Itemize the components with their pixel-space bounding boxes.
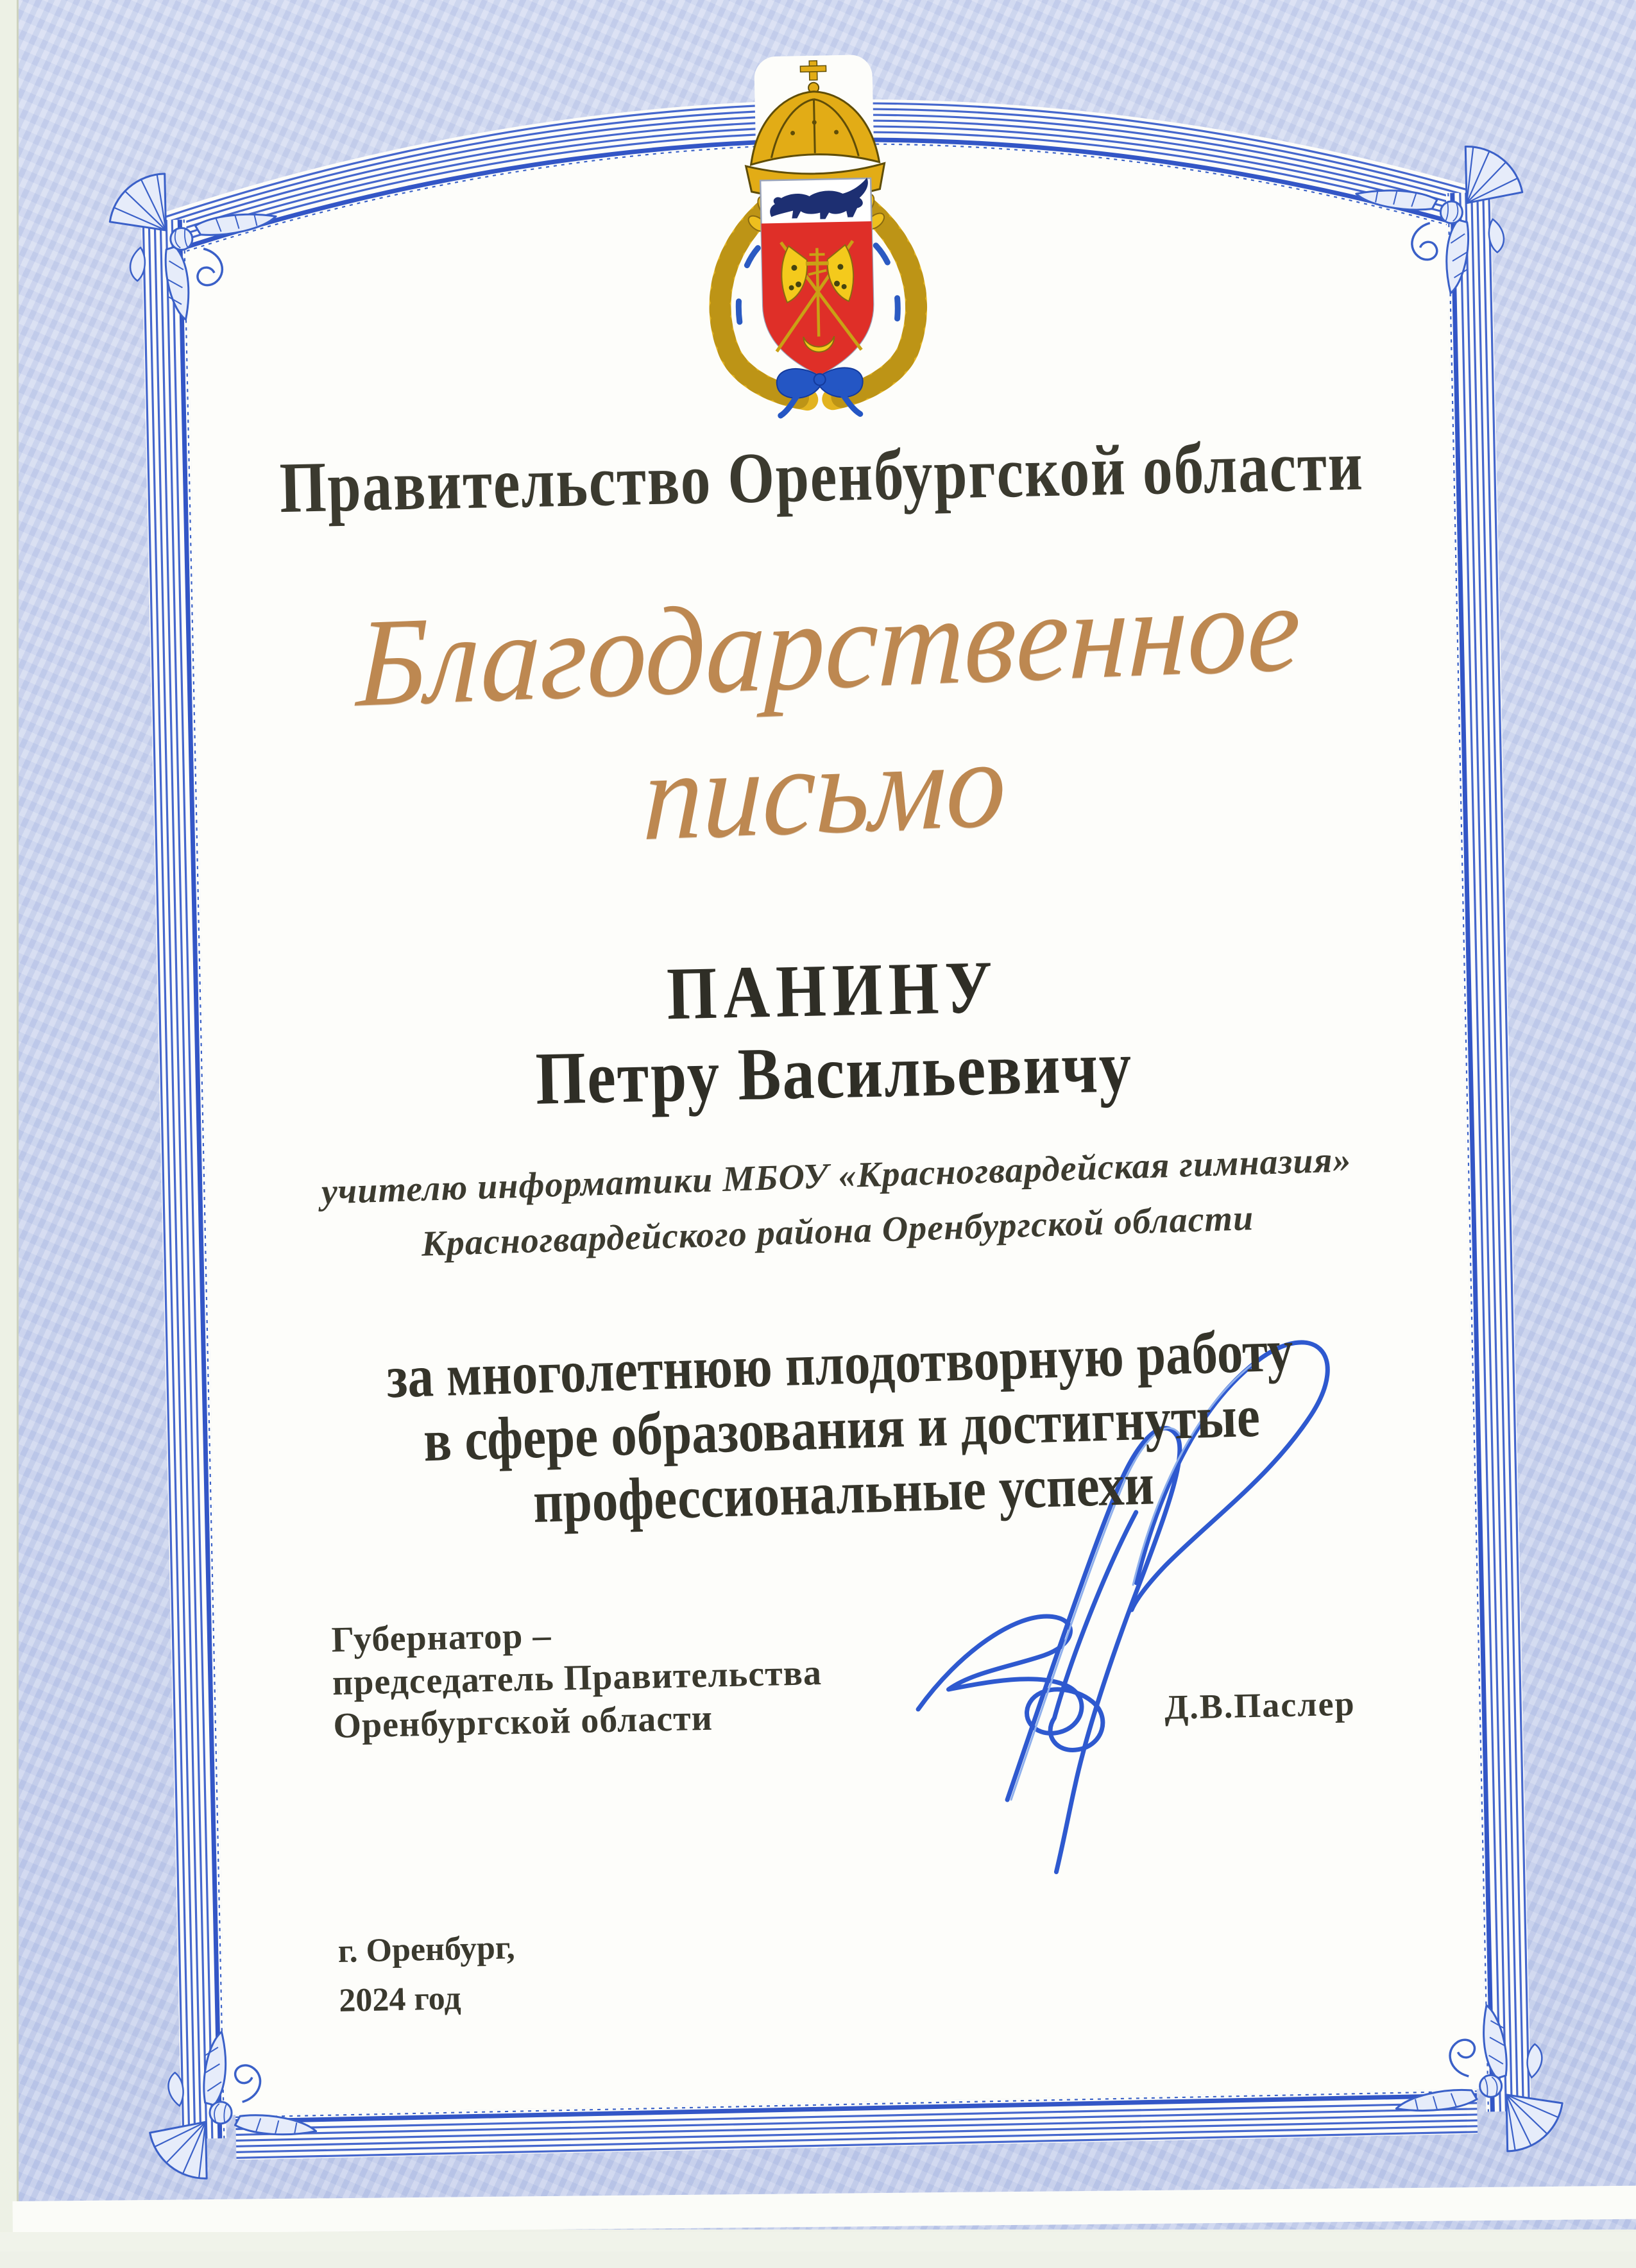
award-reason-line3: профессиональные успехи: [532, 1451, 1155, 1536]
certificate-title-text: Благодарственное письмо: [355, 557, 1303, 867]
place-line: г. Оренбург,: [337, 1929, 516, 1970]
recipient-role-line1: учителю информатики МБОУ «Красногвардейская гимназия»: [321, 1140, 1352, 1212]
award-reason: [209, 1319, 1474, 1539]
year-line: 2024 год: [338, 1979, 462, 2019]
recipient-role-line2: Красногвардейского района Оренбургской области: [420, 1198, 1254, 1264]
award-reason-line1: за многолетнюю плодотворную работу: [386, 1317, 1294, 1411]
recipient-name-text: Петру Васильевичу: [534, 1024, 1134, 1120]
recipient-surname-text: ПАНИНУ: [665, 945, 1000, 1035]
signer-title-line1: Губернатор –: [330, 1615, 552, 1661]
issuer-heading-text: Правительство Оренбургской области: [278, 425, 1365, 528]
award-reason-line2: в сфере образования и достигнутые: [422, 1384, 1261, 1475]
place-and-year-block: [337, 1917, 788, 2026]
certificate-title: [192, 552, 1462, 883]
signer-title-block: [331, 1606, 943, 1748]
signer-name: Д.В.Паслер: [1164, 1684, 1356, 1727]
signer-title-line2: председатель Правительства: [332, 1653, 822, 1704]
signer-title-line3: Оренбургской области: [332, 1698, 713, 1747]
scanner-edge-bottom: [0, 2232, 1636, 2251]
award-reason-lines: [386, 1319, 1298, 1539]
